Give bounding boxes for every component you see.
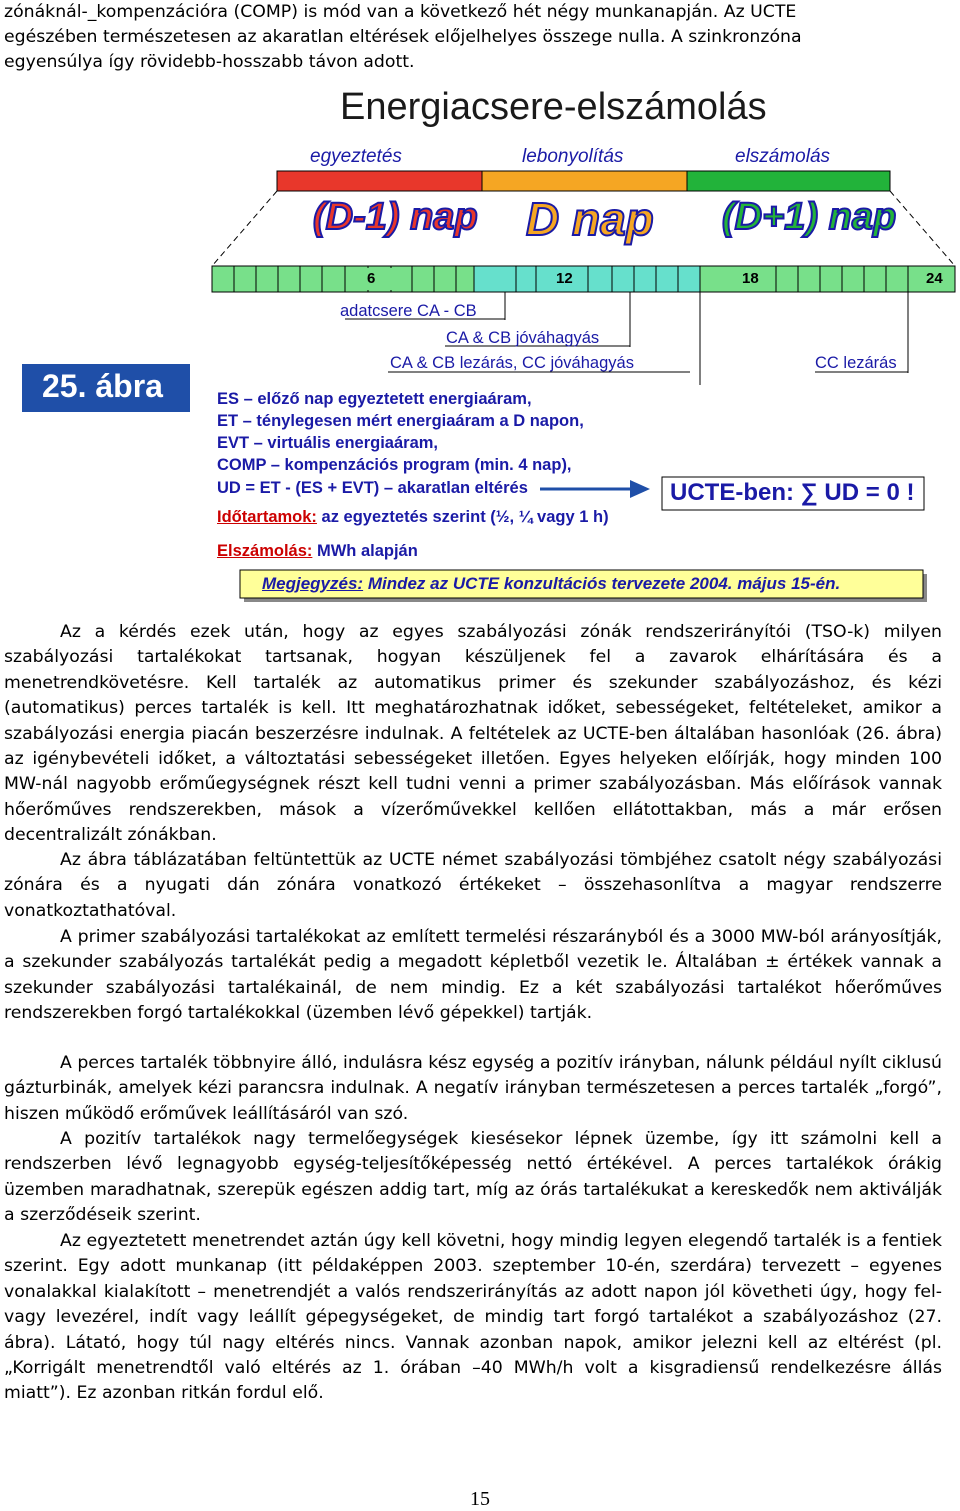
note [262, 574, 840, 594]
hour-tick-18: 18 [742, 270, 759, 287]
phase-label-egyeztetes: egyeztetés [310, 146, 402, 167]
phase-bar-lebonyolitas [482, 171, 687, 191]
hour-tick-6: 6 [367, 270, 376, 287]
elszamolas-label: Elszámolás: [217, 542, 313, 560]
definition-ud: UD = ET - (ES + EVT) – akaratlan eltérés [217, 479, 528, 497]
event-adatcsere: adatcsere CA - CB [340, 302, 477, 320]
idotartamok-text: az egyeztetés szerint (½, ¼ vagy 1 h) [321, 508, 609, 526]
paragraph-1: Az a kérdés ezek után, hogy az egyes szabályozási zónák rendszerirányítói (TSO-k) milyen szabályozási tartalékokat tartsanak, hogyan készüljenek fel a zavarok elhárítására és a menetrendkövetésre. Kell tartalék az automatikus primer és szekunder szabályozáshoz, és kézi (automatikus) perces tartalék is kell. Itt meghatározhatnak időket, sebességeket, feltételeket, amikor a szabályozási energia piacán beszerzésre indulnak. A feltételek az UCTE-ben általában hasonlóak (26. ábra) az igénybevételi időket, a változtatási sebességeket illetően. Egyes helyeken előírják, hogy minden 100 MW-nál nagyobb erőműegységnek részt kell tudni venni a primer szabályozásban. Más előírások vannak hőerőműves rendszerekben, mások a vízerőművekkel kellően ellátottakban, más a már erősen decentralizált zónákban. [4, 622, 942, 846]
intro-line-1: zónáknál-_kompenzációra (COMP) is mód van a következő hét négy munkanapján. Az UCTE [4, 2, 797, 22]
definition-es: ES – előző nap egyeztetett energiaáram, [217, 390, 532, 408]
figure-energy-exchange [0, 80, 960, 610]
hour-tick-24: 24 [926, 270, 943, 287]
definition-et: ET – ténylegesen mért energiaáram a D napon, [217, 412, 584, 430]
figure-title: Energiacsere-elszámolás [340, 86, 767, 128]
phase-bar-egyeztetes [277, 171, 482, 191]
day-label-d-minus-1: (D-1) nap [313, 196, 478, 238]
intro-line-3: egyensúlya így rövidebb-hosszabb távon adott. [4, 52, 415, 72]
phase-label-lebonyolitas: lebonyolítás [522, 146, 624, 167]
day-label-d: D nap [526, 193, 654, 245]
paragraph-2: Az ábra táblázatában feltüntettük az UCTE német szabályozási tömbjéhez csatolt négy szabályozási zónára és a nyugati dán zónára vonatkozó értékeket – összehasonlítva a magyar rendszerre vonatkoztathatóval. [4, 850, 942, 921]
idotartamok-label: Időtartamok: [217, 508, 317, 526]
elszamolas-note [217, 542, 418, 561]
note-text: Mindez az UCTE konzultációs tervezete 2004. május 15-én. [367, 574, 841, 593]
hour-tick-12: 12 [556, 270, 573, 287]
definition-comp: COMP – kompenzációs program (min. 4 nap), [217, 456, 572, 474]
paragraph-5: A pozitív tartalékok nagy termelőegységek kiesésekor lépnek üzembe, így itt számolni kell a rendszerben lévő legnagyobb egység-teljesítőképesség nettó értékével. A perces tartalékok órákig üzemben maradhatnak, szerepük egészen addig tart, míg az órás tartalékukat a kereskedők nem aktiválják a szerződéseik szerint. [4, 1129, 942, 1226]
dashed-connector-left [212, 191, 277, 266]
note-label: Megjegyzés: [262, 574, 364, 593]
paragraph-3: A primer szabályozási tartalékokat az említett termelési részarányból és a 3000 MW-ból arányosítják, a szekunder szabályozás tartalékát pedig a megadott képletből vezetik le. Általában ± értékek vannak a szekunder szabályozási tartalékainál, de nem mindig. Ez a két szabályozási tartalékot hőerőműves rendszerekben forgó tartalékokkal (üzemben lévő gépekkel) tartják. [4, 927, 942, 1024]
day-label-d-plus-1: (D+1) nap [722, 196, 897, 238]
figure-label: 25. ábra [42, 368, 163, 404]
event-cc-lezaras: CC lezárás [815, 354, 897, 372]
idotartamok [217, 508, 609, 527]
dashed-connector-right [890, 191, 955, 266]
phase-label-elszamolas: elszámolás [735, 146, 831, 167]
ucte-sum-label: UCTE-ben: ∑ UD = 0 ! [670, 479, 915, 506]
timeline-bar [212, 266, 955, 292]
page-number: 15 [470, 1488, 490, 1510]
elszamolas-text: MWh alapján [316, 542, 418, 560]
definition-evt: EVT – virtuális energiaáram, [217, 434, 439, 452]
event-jovahagyas: CA & CB jóváhagyás [446, 329, 600, 347]
phase-bar-elszamolas [687, 171, 890, 191]
arrow-to-ucte [630, 480, 650, 498]
event-lezaras: CA & CB lezárás, CC jóváhagyás [390, 354, 634, 372]
intro-line-2: egészében természetesen az akaratlan eltérések előjelhelyes összege nulla. A szinkronzóna [4, 27, 802, 47]
paragraph-4: A perces tartalék többnyire álló, indulásra kész egység a pozitív irányban, nálunk például nyílt ciklusú gázturbinák, amelyek kézi parancsra indulnak. A negatív irányban természetesen a perces tartalék „forgó”, hiszen működő erőművek leállításáról van szó. [4, 1053, 942, 1124]
paragraph-6: Az egyeztetett menetrendet aztán úgy kell követni, hogy mindig legyen elegendő tartalék is a fentiek szerint. Egy adott munkanap (itt példaképpen 2003. szeptember 10-én, szerdára) tervezett – egyenes vonalakkal kialakított – menetrendjét a valós rendszerirányítás az adott napon jól követheti úgy, hogy fel- vagy levezérel, indít vagy leállít gépegységeket, de mindig tart forgó tartalékot a szabályozáshoz (27. ábra). Látató, hogy túl nagy eltérés nincs. Vannak azonban napok, amikor jelezni kell az eltérést (pl. „Korrigált menetrendtől való eltérés az 1. órában –40 MWh/h volt a kisgradiensű rendelkezésre állás miatt”). Ez azonban ritkán fordul elő. [4, 1231, 942, 1404]
